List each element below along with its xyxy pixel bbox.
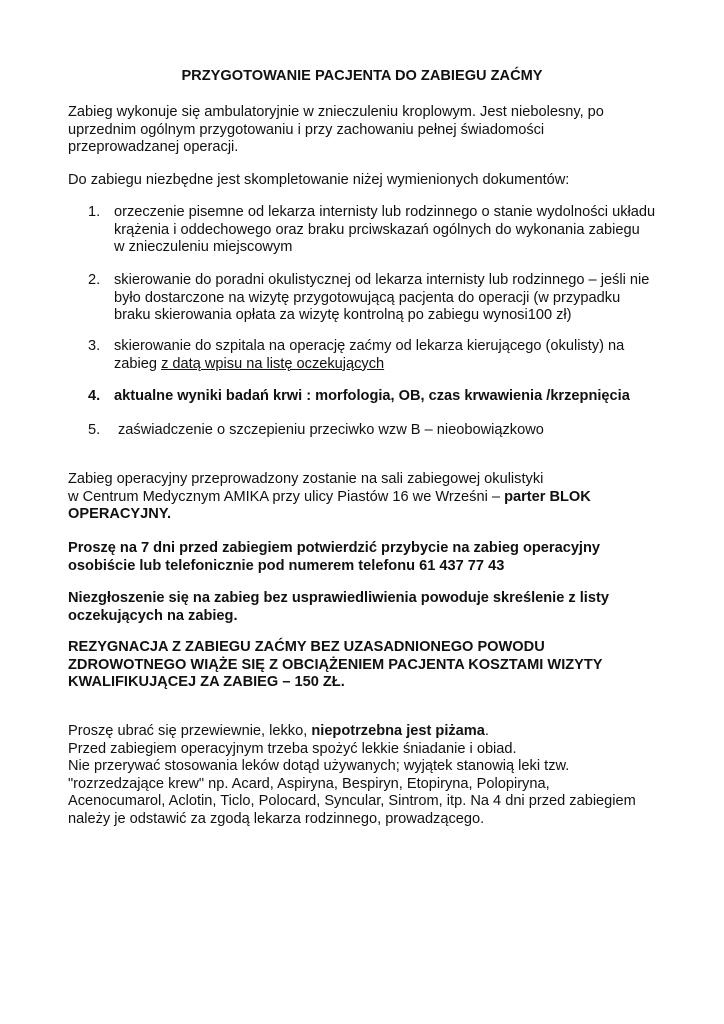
confirmation-line: osobiście lub telefonicznie pod numerem telefonu 61 437 77 43 [68,557,505,574]
instructions-line: Przed zabiegiem operacyjnym trzeba spożyć lekkie śniadanie i obiad. [68,740,517,757]
documents-list [88,338,668,373]
page-title: PRZYGOTOWANIE PACJENTA DO ZABIEGU ZAĆMY [181,68,543,84]
instructions-line: "rozrzedzające krew" np. Acard, Aspiryna, Bespiryn, Etopiryna, Polopiryna, [68,775,550,792]
list-item-line: zaświadczenie o szczepieniu przeciwko wzw B – nieobowiązkowo [118,422,544,438]
location-line [68,489,668,507]
resignation-warning [68,639,668,692]
instructions-line: Nie przerywać stosowania leków dotąd używanych; wyjątek stanowią leki tzw. [68,758,570,774]
instructions-line: należy je odstawić za zgodą lekarza rodzinnego, prowadzącego. [68,810,485,827]
resignation-line: REZYGNACJA Z ZABIEGU ZAĆMY BEZ UZASADNIONEGO POWODU [68,639,545,655]
list-item-number: 4. [88,388,101,404]
list-item-line: orzeczenie pisemne od lekarza internisty lub rodzinnego o stanie wydolności układu [114,204,656,220]
documents-list [88,388,668,406]
documents-list [88,204,668,257]
list-item [88,204,668,257]
intro-line: Zabieg wykonuje się ambulatoryjnie w znieczuleniu kroplowym. Jest niebolesny, po [68,104,604,120]
list-item-line: skierowanie do szpitala na operację zaćmy od lekarza kierującego (okulisty) na [114,338,625,354]
instructions-paragraph [68,723,668,828]
list-item [88,422,668,440]
instructions-line [68,723,668,741]
location-line: OPERACYJNY. [68,506,171,522]
documents-heading: Do zabiegu niezbędne jest skompletowanie niżej wymienionych dokumentów: [68,172,570,188]
confirmation-paragraph [68,540,668,575]
resignation-line: ZDROWOTNEGO WIĄŻE SIĘ Z OBCIĄŻENIEM PACJENTA KOSZTAMI WIZYTY [68,656,603,673]
documents-list [88,272,668,325]
list-item-text: zabieg [114,355,162,372]
confirmation-line: Proszę na 7 dni przed zabiegiem potwierdzić przybycie na zabieg operacyjny [68,540,601,556]
intro-line: przeprowadzanej operacji. [68,139,239,155]
list-item [88,338,668,373]
list-item-line: braku skierowania opłata za wizytę kontrolną po zabiegu wynosi100 zł) [114,307,572,323]
list-item-line: aktualne wyniki badań krwi : morfologia, OB, czas krwawienia /krzepnięcia [114,388,630,404]
list-item-line: krążenia i oddechowego oraz braku prciwskazań ogólnych do wykonania zabiegu [114,221,640,238]
list-item [88,388,668,406]
list-item-line [114,356,668,374]
instructions-emphasis: niepotrzebna jest piżama [311,723,485,739]
list-item-line: skierowanie do poradni okulistycznej od lekarza internisty lub rodzinnego – jeśli nie [114,272,650,288]
location-paragraph [68,471,668,524]
location-emphasis: parter BLOK [504,488,591,505]
location-text: w Centrum Medycznym AMIKA przy ulicy Piastów 16 we Wrześni – [68,488,505,505]
list-item-number: 3. [88,338,101,354]
list-item-number: 1. [88,204,101,220]
list-item-line: było dostarczone na wizytę przygotowującą pacjenta do operacji (w przypadku [114,289,621,306]
intro-paragraph [68,104,668,157]
instructions-line: Acenocumarol, Aclotin, Ticlo, Polocard, Syncular, Sintrom, itp. Na 4 dni przed zabiegiem [68,793,636,809]
list-item-number: 5. [88,422,101,438]
intro-line: uprzednim ogólnym przygotowaniu i przy zachowaniu pełnej świadomości [68,121,545,138]
list-item-line: w znieczuleniu miejscowym [114,239,293,255]
documents-list [88,422,668,440]
instructions-text: Proszę ubrać się przewiewnie, lekko, [68,723,312,739]
resignation-line: KWALIFIKUJĄCEJ ZA ZABIEG – 150 ZŁ. [68,674,345,690]
instructions-text: . [484,723,489,739]
absence-line: Niezgłoszenie się na zabieg bez usprawiedliwienia powoduje skreślenie z listy [68,590,609,606]
underlined-text: z datą wpisu na listę oczekujących [161,355,385,372]
absence-line: oczekujących na zabieg. [68,607,238,624]
list-item-number: 2. [88,272,101,288]
list-item [88,272,668,325]
location-line: Zabieg operacyjny przeprowadzony zostanie na sali zabiegowej okulistyki [68,471,544,487]
absence-paragraph [68,590,668,625]
